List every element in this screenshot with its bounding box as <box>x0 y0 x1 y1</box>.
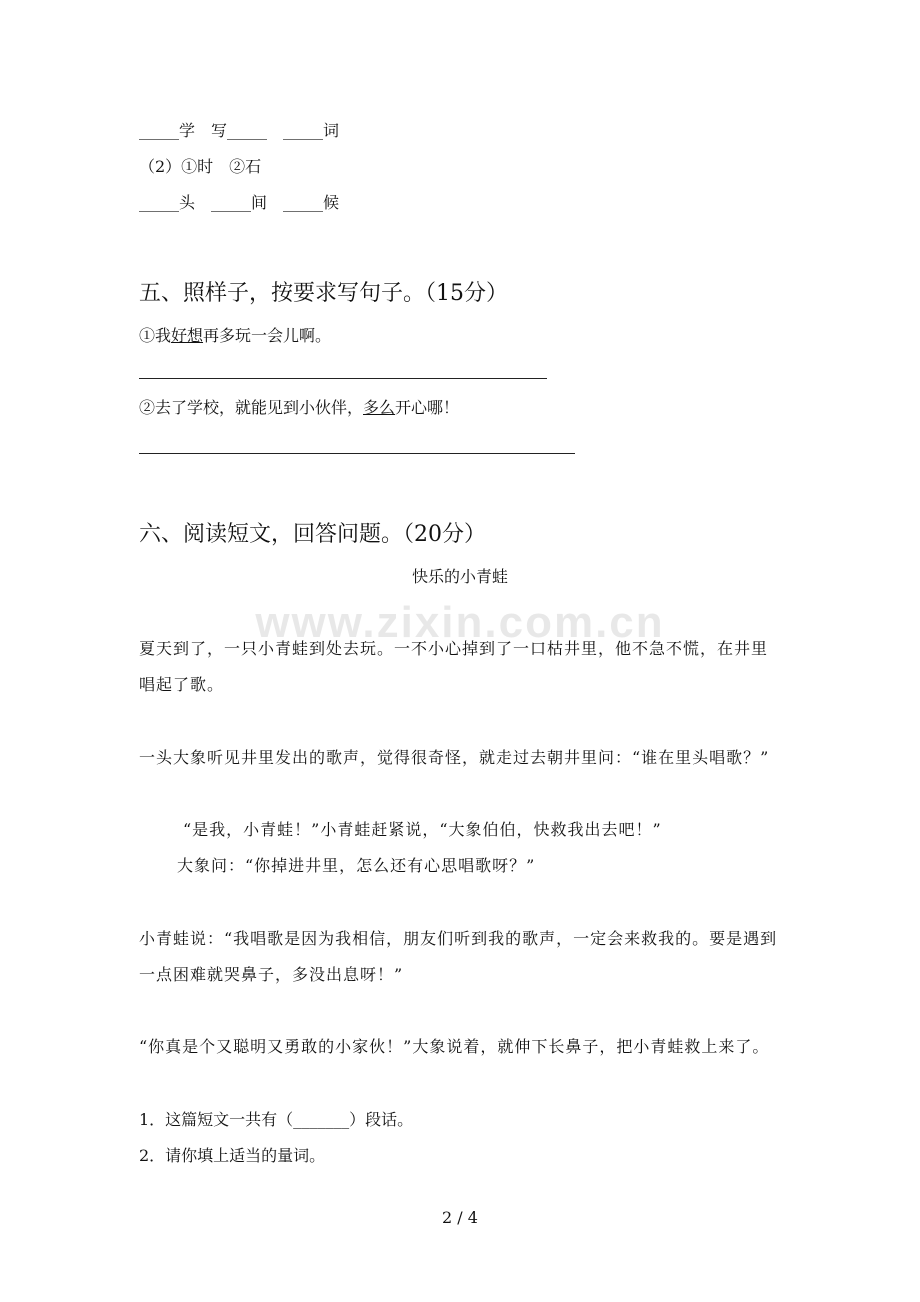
paragraph-1: 夏天到了，一只小青蛙到处去玩。一不小心掉到了一口枯井里，他不急不慌，在井里唱起了歌。 <box>139 639 769 694</box>
example-2-post: 开心哪！ <box>395 398 460 417</box>
question-2: 2．请你填上适当的量词。 <box>139 1146 326 1165</box>
paragraph-5: 小青蛙说：“我唱歌是因为我相信，朋友们听到我的歌声，一定会来救我的。要是遇到一点困难就哭鼻子，多没出息呀！” <box>139 929 778 984</box>
example-1 <box>139 326 331 346</box>
paragraph-3: “是我，小青蛙！”小青蛙赶紧说，“大象伯伯，快救我出去吧！” <box>183 820 662 839</box>
paragraph-4: 大象问：“你掉进井里，怎么还有心思唱歌呀？” <box>177 856 536 875</box>
fill-line-1: _____学 写_____ _____词 <box>139 121 340 140</box>
question-1: 1．这篇短文一共有（_______）段话。 <box>139 1110 414 1129</box>
example-1-underlined: 好想 <box>171 326 204 345</box>
example-2-pre: ②去了学校，就能见到小伙伴， <box>139 398 364 417</box>
answer-line-2 <box>139 453 575 454</box>
page-number: 2 / 4 <box>442 1208 478 1227</box>
story-title: 快乐的小青蛙 <box>411 567 508 586</box>
example-2-underlined: 多么 <box>363 398 396 417</box>
paragraph-2: 一头大象听见井里发出的歌声，觉得很奇怪，就走过去朝井里问：“谁在里头唱歌？” <box>139 748 770 767</box>
section-5-heading: 五、照样子，按要求写句子。（15分） <box>139 281 508 306</box>
example-1-post: 再多玩一会儿啊。 <box>203 326 332 345</box>
example-2 <box>139 398 459 418</box>
paragraph-6: “你真是个又聪明又勇敢的小家伙！”大象说着，就伸下长鼻子，把小青蛙救上来了。 <box>139 1037 770 1056</box>
example-1-pre: ①我 <box>139 326 172 345</box>
fill-line-2: （2）①时 ②石 <box>139 157 262 176</box>
section-6-heading: 六、阅读短文，回答问题。（20分） <box>139 522 486 547</box>
answer-line-1 <box>139 378 547 379</box>
watermark: www.zixin.com.cn <box>255 598 665 647</box>
fill-line-3: _____头 _____间 _____候 <box>139 193 340 212</box>
